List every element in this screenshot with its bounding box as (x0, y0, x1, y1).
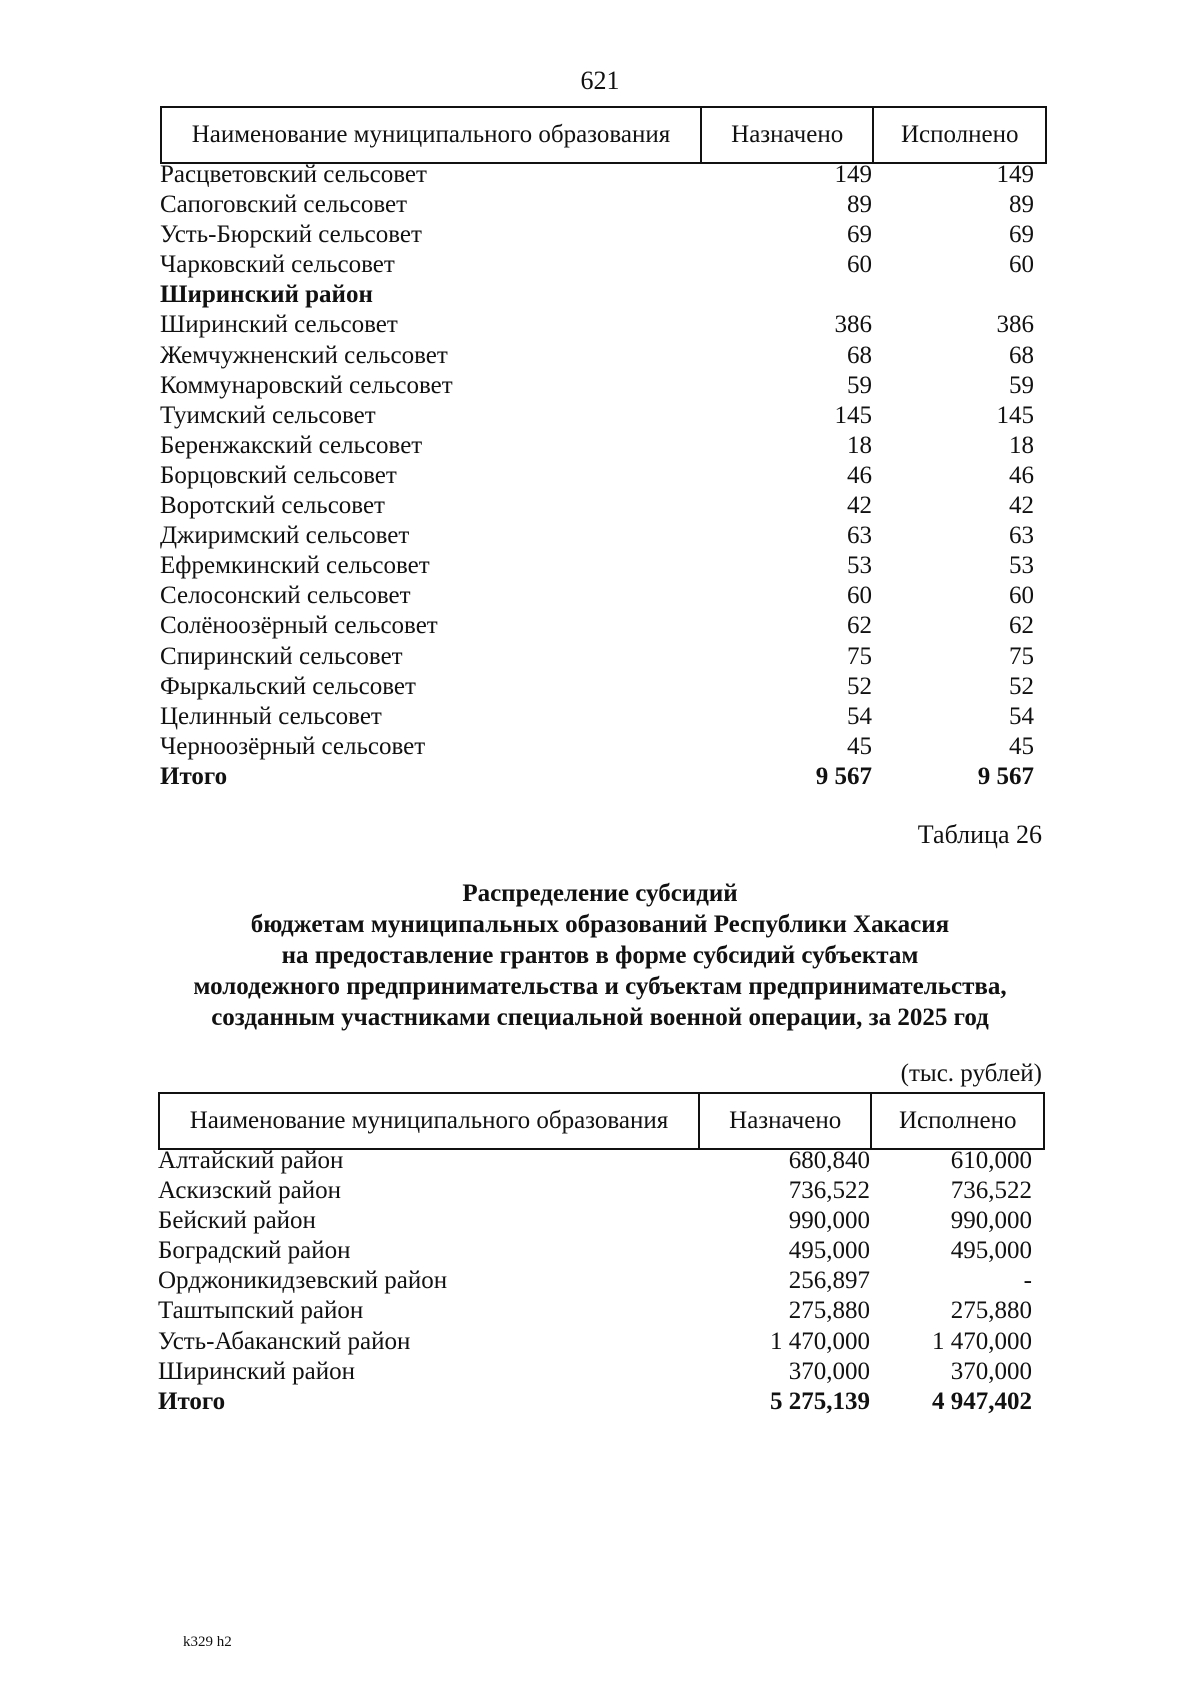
table-title (100, 878, 1100, 1033)
row-executed: 46 (1009, 461, 1034, 489)
row-executed: 68 (1009, 341, 1034, 369)
table-row (158, 1357, 1045, 1387)
row-name: Сапоговский сельсовет (160, 191, 408, 219)
row-executed: 53 (1009, 552, 1034, 580)
table-row (160, 581, 1047, 611)
row-assigned: 52 (847, 672, 872, 700)
row-name: Фыркальский сельсовет (160, 672, 416, 700)
row-name: Орджоникидзевский район (158, 1267, 448, 1295)
row-assigned: 145 (834, 401, 872, 429)
row-name: Спиринский сельсовет (160, 642, 403, 670)
title-line: бюджетам муниципальных образований Республики Хакасия (250, 911, 950, 938)
row-executed: 149 (996, 161, 1034, 188)
row-assigned: 62 (847, 612, 872, 640)
row-name: Черноозёрный сельсовет (160, 732, 426, 760)
row-assigned: 18 (847, 431, 872, 459)
table-row (160, 310, 1047, 340)
row-executed: 18 (1009, 431, 1034, 459)
table-row (160, 642, 1047, 672)
row-executed: 610,000 (950, 1147, 1032, 1174)
table1-header-name: Наименование муниципального образования (161, 107, 701, 163)
row-name: Ширинский район (158, 1357, 355, 1385)
row-assigned: 149 (834, 161, 872, 188)
table-row (158, 1146, 1045, 1176)
row-name: Ефремкинский сельсовет (160, 552, 430, 580)
row-executed: 63 (1009, 522, 1034, 550)
table2-header (158, 1092, 1045, 1150)
table2-header-executed: Исполнено (871, 1093, 1044, 1149)
unit-note: (тыс. рублей) (900, 1060, 1042, 1087)
table-row-emphasis (160, 762, 1047, 792)
table-row (160, 401, 1047, 431)
row-name: Воротский сельсовет (160, 492, 385, 520)
table-row (160, 250, 1047, 280)
table-row-emphasis (158, 1387, 1045, 1417)
table-row (160, 702, 1047, 732)
table-row (158, 1296, 1045, 1326)
row-assigned: 60 (847, 251, 872, 279)
title-line: Распределение субсидий (462, 880, 738, 907)
row-name: Чарковский сельсовет (160, 251, 395, 279)
row-executed: 370,000 (950, 1357, 1032, 1385)
row-assigned: 75 (847, 642, 872, 670)
row-executed: 4 947,402 (932, 1387, 1032, 1415)
row-executed: 275,880 (950, 1297, 1032, 1325)
table-row (158, 1206, 1045, 1236)
row-name: Расцветовский сельсовет (160, 161, 427, 188)
table-row (160, 672, 1047, 702)
table-row (158, 1176, 1045, 1206)
row-assigned: 736,522 (788, 1177, 870, 1205)
title-line: молодежного предпринимательства и субъектам предпринимательства, (193, 973, 1007, 1000)
table1-header-executed: Исполнено (873, 107, 1046, 163)
row-name: Боградский район (158, 1237, 351, 1265)
table-row (158, 1236, 1045, 1266)
row-executed: 60 (1009, 582, 1034, 610)
table-row (160, 491, 1047, 521)
row-executed: 62 (1009, 612, 1034, 640)
row-executed: 69 (1009, 221, 1034, 249)
row-assigned: 89 (847, 191, 872, 219)
row-executed: 89 (1009, 191, 1034, 219)
row-assigned: 256,897 (788, 1267, 870, 1295)
row-name: Аскизский район (158, 1177, 342, 1205)
row-assigned: 60 (847, 582, 872, 610)
row-executed: 386 (996, 311, 1034, 339)
row-name: Итого (158, 1387, 226, 1415)
table-row-emphasis (160, 280, 1047, 310)
row-assigned: 370,000 (788, 1357, 870, 1385)
row-executed: 1 470,000 (932, 1327, 1032, 1355)
row-name: Таштыпский район (158, 1297, 364, 1325)
row-name: Селосонский сельсовет (160, 582, 411, 610)
table1-body (160, 160, 1047, 792)
row-name: Джиримский сельсовет (160, 522, 410, 550)
row-name: Целинный сельсовет (160, 702, 382, 730)
row-name: Ширинский сельсовет (160, 311, 398, 339)
title-line: на предоставление грантов в форме субсидий субъектам (281, 942, 919, 969)
row-assigned: 63 (847, 522, 872, 550)
row-assigned: 9 567 (815, 762, 872, 790)
row-name: Борцовский сельсовет (160, 461, 397, 489)
row-executed: 45 (1009, 732, 1034, 760)
row-name: Алтайский район (158, 1147, 344, 1174)
row-executed: 59 (1009, 371, 1034, 399)
table2-body (158, 1146, 1045, 1417)
row-assigned: 386 (834, 311, 872, 339)
row-executed: 495,000 (950, 1237, 1032, 1265)
row-executed: 42 (1009, 492, 1034, 520)
table-row (158, 1266, 1045, 1296)
row-name: Жемчужненский сельсовет (160, 341, 448, 369)
table-row (160, 551, 1047, 581)
table-row (160, 160, 1047, 190)
row-assigned: 42 (847, 492, 872, 520)
row-name: Солёноозёрный сельсовет (160, 612, 438, 640)
row-executed: 60 (1009, 251, 1034, 279)
row-executed: 145 (996, 401, 1034, 429)
row-assigned: 53 (847, 552, 872, 580)
page-number: 621 (580, 66, 620, 95)
table-row (160, 611, 1047, 641)
row-assigned: 5 275,139 (770, 1387, 870, 1415)
table-row (160, 461, 1047, 491)
table1-header-assigned: Назначено (701, 107, 874, 163)
row-assigned: 495,000 (788, 1237, 870, 1265)
row-name: Итого (160, 762, 228, 790)
row-name: Усть-Бюрский сельсовет (160, 221, 422, 249)
table-label: Таблица 26 (917, 820, 1042, 849)
row-name: Ширинский район (160, 281, 373, 309)
row-assigned: 54 (847, 702, 872, 730)
table2-header-name: Наименование муниципального образования (159, 1093, 699, 1149)
row-assigned: 59 (847, 371, 872, 399)
row-name: Туимский сельсовет (160, 401, 376, 429)
row-executed: 990,000 (950, 1207, 1032, 1235)
row-executed: 75 (1009, 642, 1034, 670)
row-name: Усть-Абаканский район (158, 1327, 411, 1355)
table-row (160, 220, 1047, 250)
table-row (158, 1327, 1045, 1357)
row-assigned: 45 (847, 732, 872, 760)
table-row (160, 371, 1047, 401)
row-assigned: 46 (847, 461, 872, 489)
row-executed: 52 (1009, 672, 1034, 700)
row-assigned: 69 (847, 221, 872, 249)
table1-header (160, 106, 1047, 164)
table-row (160, 431, 1047, 461)
row-assigned: 68 (847, 341, 872, 369)
row-name: Коммунаровский сельсовет (160, 371, 453, 399)
table-row (160, 190, 1047, 220)
footer-code: k329 h2 (183, 1634, 232, 1650)
row-assigned: 680,840 (788, 1147, 870, 1174)
table-row (160, 341, 1047, 371)
row-executed: - (1023, 1267, 1032, 1295)
row-assigned: 1 470,000 (770, 1327, 870, 1355)
row-name: Бейский район (158, 1207, 316, 1235)
table-row (160, 732, 1047, 762)
row-assigned: 275,880 (788, 1297, 870, 1325)
table2-header-assigned: Назначено (699, 1093, 872, 1149)
row-executed: 9 567 (977, 762, 1034, 790)
row-assigned: 990,000 (788, 1207, 870, 1235)
row-name: Беренжакский сельсовет (160, 431, 423, 459)
title-line: созданным участниками специальной военной операции, за 2025 год (211, 1004, 989, 1031)
row-executed: 54 (1009, 702, 1034, 730)
table-row (160, 521, 1047, 551)
row-executed: 736,522 (950, 1177, 1032, 1205)
